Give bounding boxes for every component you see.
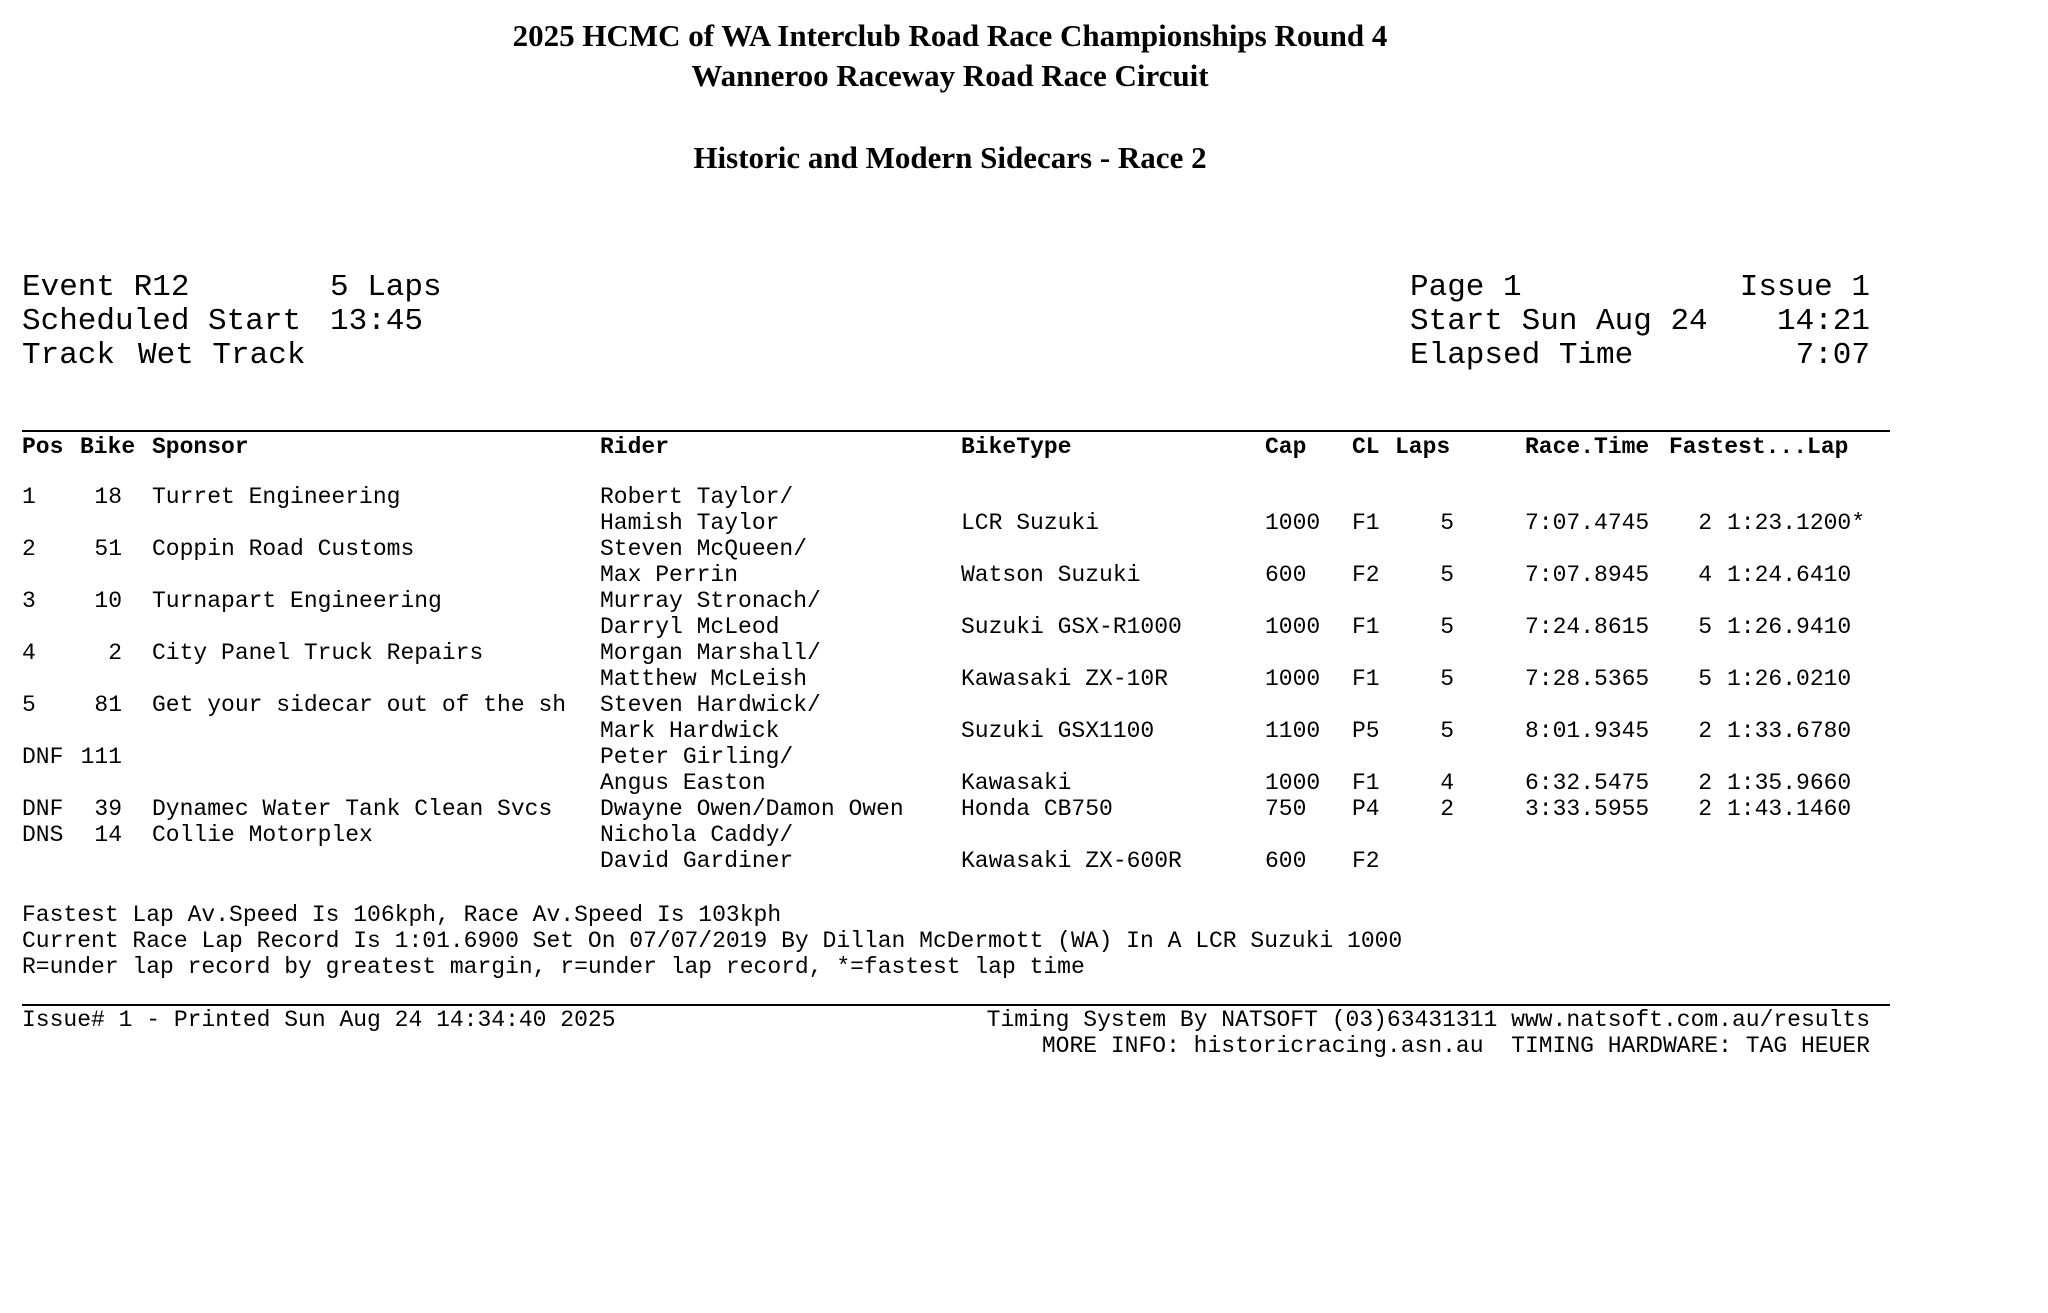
result-capacity: 1000: [1265, 614, 1321, 640]
result-class: F1: [1352, 770, 1380, 796]
result-biketype: Kawasaki ZX-600R: [961, 848, 1182, 874]
elapsed-label: Elapsed Time: [1410, 338, 1634, 373]
result-bike-number: 10: [94, 588, 122, 614]
legend-note: R=under lap record by greatest margin, r=under lap record, *=fastest lap time: [22, 954, 1085, 980]
result-race-time: 7:28.5365: [1525, 666, 1650, 692]
result-pos: DNF: [22, 796, 64, 822]
result-race-time: 7:07.8945: [1525, 562, 1650, 588]
result-rider-second: Max Perrin: [600, 562, 739, 588]
result-capacity: 1000: [1265, 510, 1321, 536]
result-rider: Robert Taylor/: [600, 484, 794, 510]
result-rider: Morgan Marshall/: [600, 640, 821, 666]
result-race-time: 6:32.5475: [1525, 770, 1650, 796]
track-condition: Wet Track: [138, 338, 306, 373]
more-info: MORE INFO: historicracing.asn.au TIMING HARDWARE: TAG HEUER: [1041, 1033, 1870, 1059]
result-bike-number: 111: [80, 744, 122, 770]
result-biketype: Honda CB750: [961, 796, 1113, 822]
circuit-title: Wanneroo Raceway Road Race Circuit: [691, 58, 1209, 93]
result-class: F1: [1352, 510, 1380, 536]
result-rider: Steven McQueen/: [600, 536, 808, 562]
result-pos: 5: [22, 692, 36, 718]
race-title: Historic and Modern Sidecars - Race 2: [693, 140, 1207, 175]
scheduled-start-label: Scheduled Start: [22, 304, 302, 339]
event-number: Event R12: [22, 270, 190, 305]
result-sponsor: Dynamec Water Tank Clean Svcs: [152, 796, 553, 822]
result-class: F1: [1352, 614, 1380, 640]
printed-info: Issue# 1 - Printed Sun Aug 24 14:34:40 2025: [22, 1007, 616, 1033]
result-bike-number: 2: [108, 640, 122, 666]
result-biketype: LCR Suzuki: [961, 510, 1100, 536]
result-fastest-lap-time: 1:26.0210: [1727, 666, 1852, 692]
result-race-time: 7:24.8615: [1525, 614, 1650, 640]
result-capacity: 1000: [1265, 666, 1321, 692]
result-class: F2: [1352, 562, 1380, 588]
col-header-cl: CL: [1352, 434, 1380, 460]
result-capacity: 600: [1265, 562, 1307, 588]
timing-system-info: Timing System By NATSOFT (03)63431311 www.natsoft.com.au/results: [986, 1007, 1870, 1033]
result-fastest-lap-time: 1:43.1460: [1727, 796, 1852, 822]
col-header-biketype: BikeType: [961, 434, 1072, 460]
result-rider: Peter Girling/: [600, 744, 794, 770]
result-fastest-lap-time: 1:35.9660: [1727, 770, 1852, 796]
result-rider-second: David Gardiner: [600, 848, 794, 874]
result-fastest-lap-number: 2: [1698, 718, 1712, 744]
result-race-time: 3:33.5955: [1525, 796, 1650, 822]
result-rider: Dwayne Owen/Damon Owen: [600, 796, 904, 822]
result-fastest-lap-number: 2: [1698, 770, 1712, 796]
result-pos: 4: [22, 640, 36, 666]
issue-number: Issue 1: [1739, 270, 1870, 305]
result-biketype: Watson Suzuki: [961, 562, 1141, 588]
result-fastest-lap-number: 2: [1698, 510, 1712, 536]
result-class: P4: [1352, 796, 1380, 822]
result-rider: Murray Stronach/: [600, 588, 821, 614]
result-rider-second: Angus Easton: [600, 770, 766, 796]
result-class: F2: [1352, 848, 1380, 874]
result-sponsor: Get your sidecar out of the sh: [152, 692, 567, 718]
result-race-time: 7:07.4745: [1525, 510, 1650, 536]
result-laps: 5: [1440, 718, 1454, 744]
result-class: F1: [1352, 666, 1380, 692]
result-bike-number: 18: [94, 484, 122, 510]
start-label: Start Sun Aug 24: [1410, 304, 1708, 339]
result-sponsor: Turnapart Engineering: [152, 588, 442, 614]
result-sponsor: Turret Engineering: [152, 484, 401, 510]
result-fastest-lap-number: 5: [1698, 666, 1712, 692]
result-rider-second: Matthew McLeish: [600, 666, 808, 692]
result-pos: 3: [22, 588, 36, 614]
elapsed-time: 7:07: [1795, 338, 1870, 373]
result-fastest-lap-time: 1:23.1200*: [1727, 510, 1866, 536]
result-rider-second: Darryl McLeod: [600, 614, 780, 640]
result-sponsor: City Panel Truck Repairs: [152, 640, 484, 666]
header-rule: [22, 430, 1890, 432]
result-pos: DNF: [22, 744, 64, 770]
result-biketype: Suzuki GSX-R1000: [961, 614, 1182, 640]
result-race-time: 8:01.9345: [1525, 718, 1650, 744]
result-pos: DNS: [22, 822, 64, 848]
result-pos: 1: [22, 484, 36, 510]
result-laps: 5: [1440, 614, 1454, 640]
result-laps: 5: [1440, 666, 1454, 692]
result-bike-number: 14: [94, 822, 122, 848]
page-number: Page 1: [1410, 270, 1522, 305]
col-header-sponsor: Sponsor: [152, 434, 249, 460]
result-class: P5: [1352, 718, 1380, 744]
col-header-bike: Bike: [80, 434, 136, 460]
result-fastest-lap-time: 1:33.6780: [1727, 718, 1852, 744]
result-biketype: Kawasaki: [961, 770, 1072, 796]
result-rider-second: Hamish Taylor: [600, 510, 780, 536]
col-header-racetime: Race.Time: [1525, 434, 1650, 460]
result-sponsor: Coppin Road Customs: [152, 536, 415, 562]
start-time: 14:21: [1776, 304, 1870, 339]
result-rider: Nichola Caddy/: [600, 822, 794, 848]
footer-rule: [22, 1004, 1890, 1006]
result-laps: 5: [1440, 510, 1454, 536]
result-fastest-lap-number: 4: [1698, 562, 1712, 588]
result-sponsor: Collie Motorplex: [152, 822, 373, 848]
track-label: Track: [22, 338, 116, 373]
col-header-laps: Laps: [1395, 434, 1451, 460]
championship-title: 2025 HCMC of WA Interclub Road Race Championships Round 4: [512, 18, 1388, 53]
result-bike-number: 51: [94, 536, 122, 562]
col-header-rider: Rider: [600, 434, 670, 460]
result-laps: 4: [1440, 770, 1454, 796]
result-rider: Steven Hardwick/: [600, 692, 821, 718]
result-bike-number: 39: [94, 796, 122, 822]
col-header-pos: Pos: [22, 434, 64, 460]
result-capacity: 750: [1265, 796, 1307, 822]
result-fastest-lap-time: 1:26.9410: [1727, 614, 1852, 640]
event-laps: 5 Laps: [330, 270, 442, 305]
result-fastest-lap-time: 1:24.6410: [1727, 562, 1852, 588]
col-header-fastest: Fastest...Lap: [1669, 434, 1849, 460]
result-bike-number: 81: [94, 692, 122, 718]
result-biketype: Suzuki GSX1100: [961, 718, 1155, 744]
scheduled-start-value: 13:45: [330, 304, 424, 339]
result-fastest-lap-number: 5: [1698, 614, 1712, 640]
result-capacity: 600: [1265, 848, 1307, 874]
col-header-cap: Cap: [1265, 434, 1307, 460]
speed-note: Fastest Lap Av.Speed Is 106kph, Race Av.Speed Is 103kph: [22, 902, 782, 928]
result-laps: 2: [1440, 796, 1454, 822]
result-laps: 5: [1440, 562, 1454, 588]
lap-record-note: Current Race Lap Record Is 1:01.6900 Set On 07/07/2019 By Dillan McDermott (WA) In A LCR Suzuki 1000: [22, 928, 1403, 954]
result-capacity: 1000: [1265, 770, 1321, 796]
result-rider-second: Mark Hardwick: [600, 718, 780, 744]
result-fastest-lap-number: 2: [1698, 796, 1712, 822]
result-pos: 2: [22, 536, 36, 562]
result-biketype: Kawasaki ZX-10R: [961, 666, 1169, 692]
result-capacity: 1100: [1265, 718, 1321, 744]
